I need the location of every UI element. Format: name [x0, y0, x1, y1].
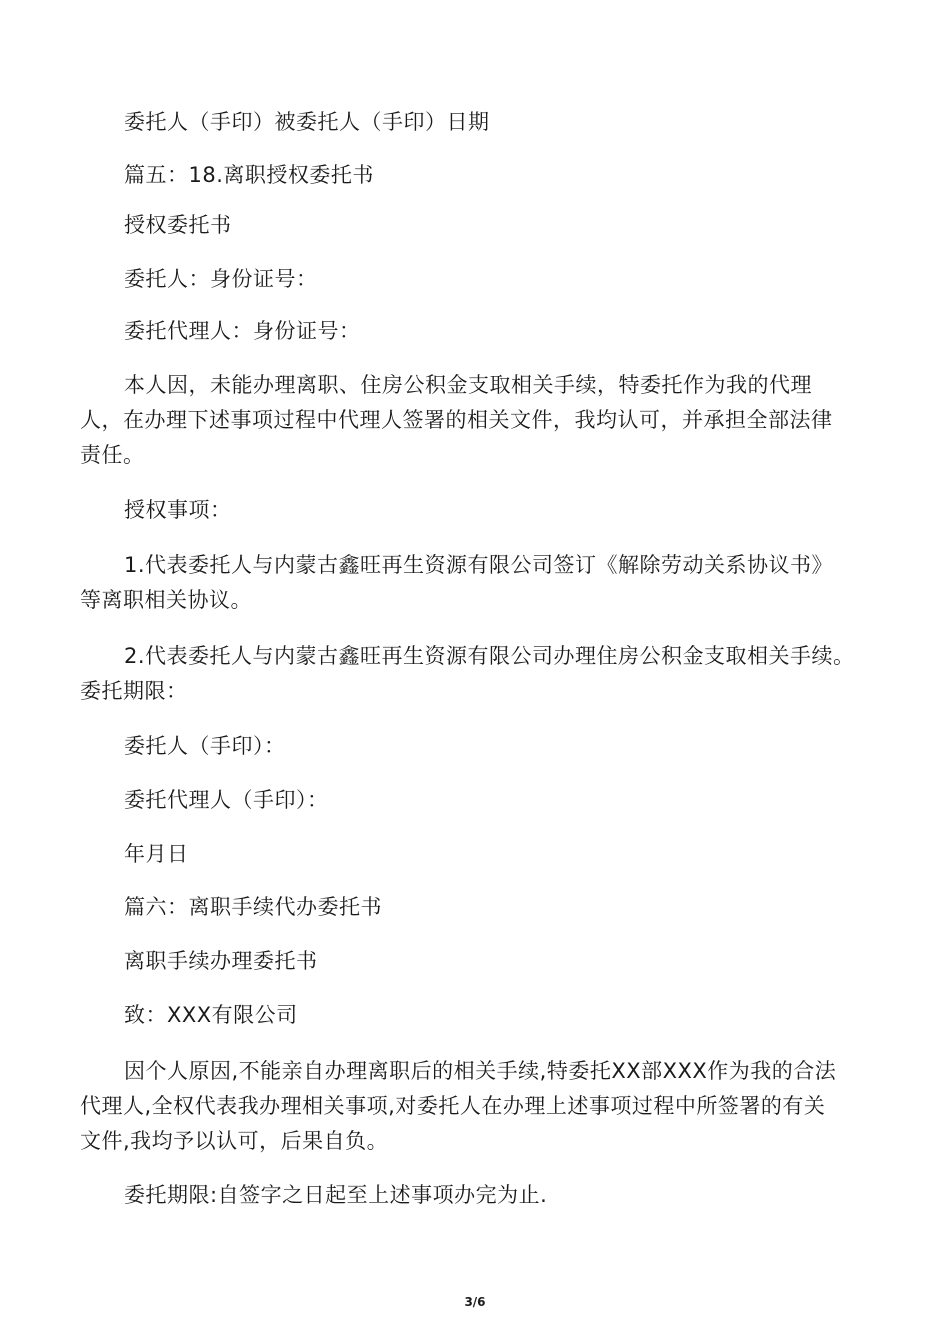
principal-signature: 委托人（手印）： [124, 734, 286, 758]
agent-field: 委托代理人：身份证号： [124, 319, 361, 343]
paragraph-line: 因个人原因,不能亲自办理离职后的相关手续,特委托XX部XXX作为我的合法 [124, 1059, 837, 1083]
authorization-items-heading: 授权事项： [124, 498, 232, 522]
authorization-item-2: 2.代表委托人与内蒙古鑫旺再生资源有限公司办理住房公积金支取相关手续。 [124, 644, 855, 668]
addressee-line: 致：XXX有限公司 [124, 1003, 298, 1027]
document-title: 离职手续办理委托书 [124, 949, 318, 973]
authorization-item-1-continued: 等离职相关协议。 [80, 588, 252, 612]
paragraph-line: 人，在办理下述事项过程中代理人签署的相关文件，我均认可，并承担全部法律 [80, 408, 833, 432]
agent-signature: 委托代理人（手印）： [124, 788, 329, 812]
term-heading: 委托期限： [80, 679, 188, 703]
section-heading-five: 篇五：18.离职授权委托书 [124, 163, 374, 187]
signature-line: 委托人（手印）被委托人（手印）日期 [124, 110, 490, 134]
paragraph-line: 代理人,全权代表我办理相关事项,对委托人在办理上述事项过程中所签署的有关 [80, 1094, 826, 1118]
paragraph-line: 责任。 [80, 443, 145, 467]
page-number: 3/6 [464, 1295, 486, 1309]
document-title: 授权委托书 [124, 213, 232, 237]
authorization-item-1: 1.代表委托人与内蒙古鑫旺再生资源有限公司签订《解除劳动关系协议书》 [124, 553, 834, 577]
section-heading-six: 篇六：离职手续代办委托书 [124, 895, 382, 919]
principal-field: 委托人：身份证号： [124, 267, 318, 291]
term-line: 委托期限:自签字之日起至上述事项办完为止. [124, 1183, 548, 1207]
date-line: 年月日 [124, 842, 189, 866]
paragraph-line: 文件,我均予以认可，后果自负。 [80, 1129, 389, 1153]
paragraph-line: 本人因，未能办理离职、住房公积金支取相关手续，特委托作为我的代理 [124, 373, 812, 397]
